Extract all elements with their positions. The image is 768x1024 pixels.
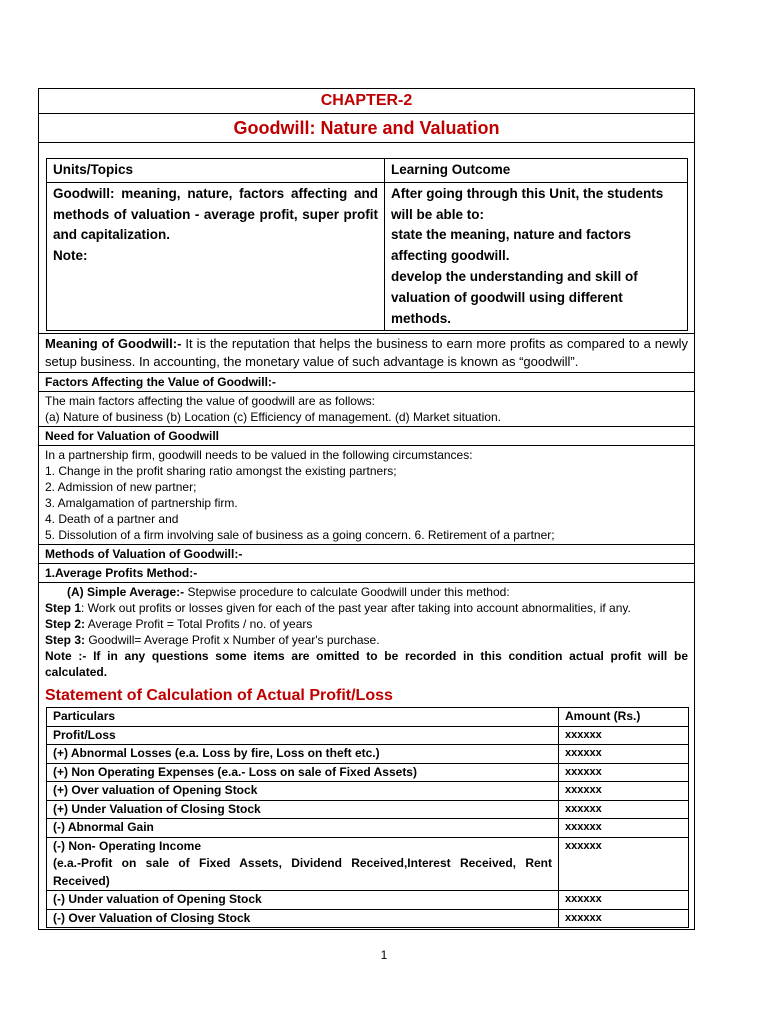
- simple-average-text: Stepwise procedure to calculate Goodwill under this method:: [184, 585, 510, 600]
- row-amount: xxxxxx: [559, 819, 689, 838]
- need-heading: Need for Valuation of Goodwill: [39, 426, 694, 445]
- need-line: 2. Admission of new partner;: [45, 480, 197, 495]
- step3-text: Goodwill= Average Profit x Number of year's purchase.: [85, 633, 380, 648]
- page-frame: [38, 88, 695, 930]
- table-row: [47, 837, 689, 891]
- meaning-text: It is the reputation that helps the business to earn more profits as compared to a newly setup business. In accounting, the monetary value of such advantage is known as “goodwill”.: [45, 336, 688, 370]
- table-row: [47, 763, 689, 782]
- amount-header: Amount (Rs.): [559, 708, 689, 727]
- row-particular: Profit/Loss: [47, 726, 559, 745]
- units-text: Goodwill: meaning, nature, factors affecting and methods of valuation - average profit, super profit and capitalization.: [53, 185, 378, 243]
- note-text: Note :- If in any questions some items are omitted to be recorded in this condition actual profit will be calculated.: [45, 649, 688, 680]
- step1-text: : Work out profits or losses given for each of the past year after taking into account abnormalities, if any.: [81, 601, 631, 616]
- need-line: 1. Change in the profit sharing ratio amongst the existing partners;: [45, 464, 397, 479]
- step3-label: Step 3:: [45, 633, 86, 648]
- row-amount: xxxxxx: [559, 800, 689, 819]
- statement-heading: Statement of Calculation of Actual Profit/Loss: [45, 687, 393, 705]
- row-particular: (-) Under valuation of Opening Stock: [47, 891, 559, 910]
- methods-heading: Methods of Valuation of Goodwill:-: [39, 544, 694, 563]
- chapter-label: CHAPTER-2: [39, 89, 694, 114]
- units-note: Note:: [53, 248, 88, 264]
- row-particular: (+) Abnormal Losses (e.a. Loss by fire, Loss on theft etc.): [47, 745, 559, 764]
- table-row: [47, 782, 689, 801]
- row-amount: xxxxxx: [559, 782, 689, 801]
- row-amount: xxxxxx: [559, 763, 689, 782]
- need-line: 3. Amalgamation of partnership firm.: [45, 496, 238, 511]
- simple-average-section: [39, 582, 694, 681]
- outcome-line: After going through this Unit, the students will be able to:: [391, 185, 664, 222]
- table-row: [47, 819, 689, 838]
- page-number: 1: [380, 948, 388, 962]
- need-line: 5. Dissolution of a firm involving sale of business as a going concern. 6. Retirement of a partner;: [45, 528, 555, 543]
- need-section: [39, 445, 694, 544]
- row-amount: xxxxxx: [559, 837, 689, 891]
- row-particular: (-) Over Valuation of Closing Stock: [47, 909, 559, 928]
- step2-label: Step 2:: [45, 617, 86, 632]
- row-amount: xxxxxx: [559, 909, 689, 928]
- outcome-header: Learning Outcome: [385, 159, 688, 183]
- statement-table: [46, 707, 689, 928]
- row-amount: xxxxxx: [559, 891, 689, 910]
- row-particular: (+) Over valuation of Opening Stock: [47, 782, 559, 801]
- average-profits-heading: 1.Average Profits Method:-: [39, 563, 694, 582]
- row-particular: (-) Abnormal Gain: [47, 819, 559, 838]
- meaning-label: Meaning of Goodwill:-: [45, 336, 182, 352]
- particulars-header: Particulars: [47, 708, 559, 727]
- table-row: [47, 745, 689, 764]
- outcome-line: develop the understanding and skill of valuation of goodwill using different methods.: [391, 268, 638, 326]
- factors-section: [39, 391, 694, 426]
- step1-label: Step 1: [45, 601, 82, 616]
- factors-line: (a) Nature of business (b) Location (c) Efficiency of management. (d) Market situation.: [45, 410, 501, 425]
- factors-heading: Factors Affecting the Value of Goodwill:-: [39, 372, 694, 391]
- table-row: [47, 909, 689, 928]
- row-amount: xxxxxx: [559, 745, 689, 764]
- table-row: [47, 726, 689, 745]
- row-particular: (+) Under Valuation of Closing Stock: [47, 800, 559, 819]
- factors-line: The main factors affecting the value of goodwill are as follows:: [45, 394, 375, 409]
- table-row: [47, 891, 689, 910]
- simple-average-label: (A) Simple Average:-: [67, 585, 185, 600]
- outcome-line: state the meaning, nature and factors affecting goodwill.: [391, 227, 632, 264]
- row-particular: (+) Non Operating Expenses (e.a.- Loss on sale of Fixed Assets): [47, 763, 559, 782]
- table-row: [47, 800, 689, 819]
- row-particular: (-) Non- Operating Income: [53, 838, 201, 853]
- units-table: [46, 158, 688, 331]
- need-line: In a partnership firm, goodwill needs to be valued in the following circumstances:: [45, 448, 473, 463]
- row-particular-detail: (e.a.-Profit on sale of Fixed Assets, Dividend Received,Interest Received, Rent Received): [53, 856, 552, 888]
- units-header: Units/Topics: [47, 159, 385, 183]
- page-title: Goodwill: Nature and Valuation: [39, 114, 694, 143]
- need-line: 4. Death of a partner and: [45, 512, 179, 527]
- meaning-section: [39, 333, 694, 372]
- row-amount: xxxxxx: [559, 726, 689, 745]
- step2-text: Average Profit = Total Profits / no. of years: [85, 617, 313, 632]
